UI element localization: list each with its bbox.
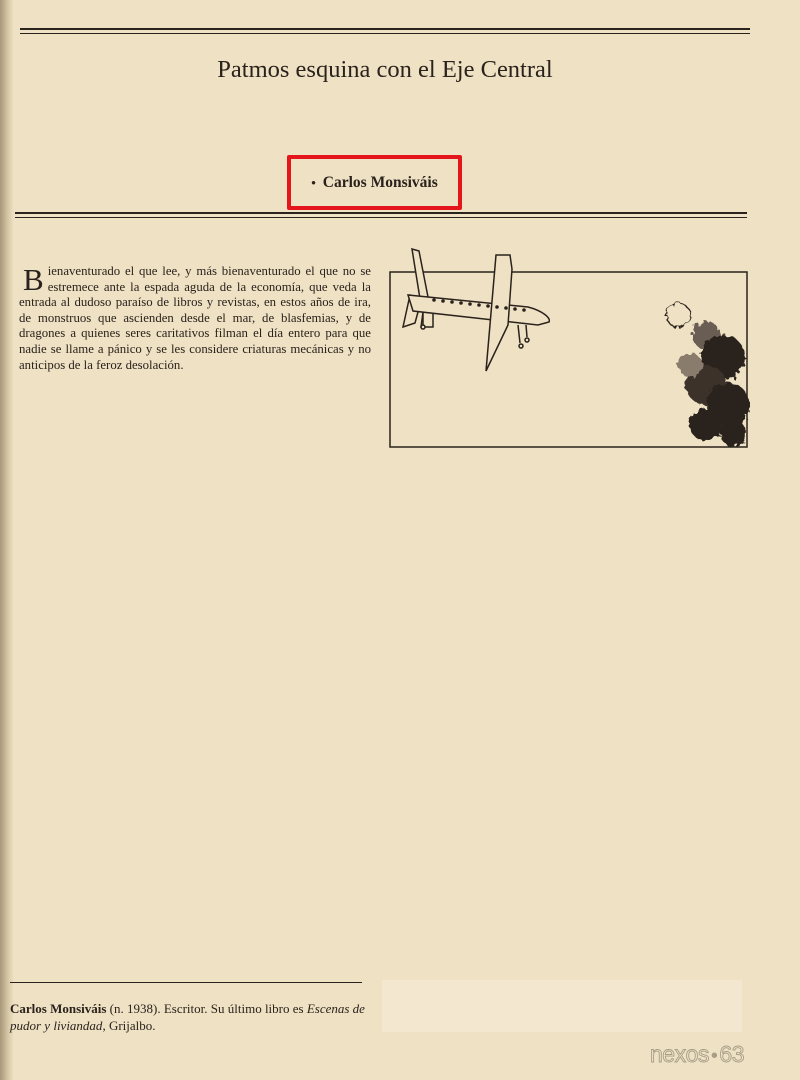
folio-separator: • (710, 1045, 718, 1067)
bullet-icon: • (311, 174, 316, 190)
footnote-bio: (n. 1938). Escritor. Su último libro es (106, 1001, 307, 1016)
author-name: Carlos Monsiváis (322, 173, 438, 191)
footnote-book-title: Escenas de pudor y liviandad (10, 1001, 365, 1033)
body-text: ienaventurado el que lee, y más bienaventurado el que no se estremece ante la espada aguda de la economía, que veda la entrada al dudoso paraíso de libros y revistas, en estos años de ira, de monstruos que ascienden desde el mar, de blasfemias, y de dragones a quienes seres caritativos filman el día entero para que nadie se llame a pánico y se les considere criaturas mecánicas y no anticipos de la feroz desolación. (19, 264, 371, 372)
blank-panel (382, 980, 742, 1032)
mid-rule-thick (15, 212, 747, 214)
smoke-cloud-icon (666, 303, 750, 446)
airplane-illustration (388, 245, 750, 451)
title-block (20, 56, 750, 84)
footnote-publisher: , Grijalbo. (102, 1018, 156, 1033)
top-rule-thin (20, 33, 750, 34)
article-title: Patmos esquina con el Eje Central (217, 56, 553, 83)
author-footnote (10, 1000, 365, 1034)
mid-rule-thin (15, 217, 747, 218)
drop-cap: B (23, 262, 44, 297)
footnote-rule (10, 982, 362, 983)
magazine-name: nexos (650, 1041, 709, 1067)
airplane-icon (403, 249, 549, 371)
article-body (19, 264, 371, 373)
footnote-author: Carlos Monsiváis (10, 1001, 107, 1016)
page-number: 63 (719, 1041, 744, 1067)
author-highlight-box (287, 155, 462, 210)
top-rule-thick (20, 28, 750, 30)
page-edge-shadow (0, 0, 14, 1080)
folio (650, 1041, 744, 1068)
